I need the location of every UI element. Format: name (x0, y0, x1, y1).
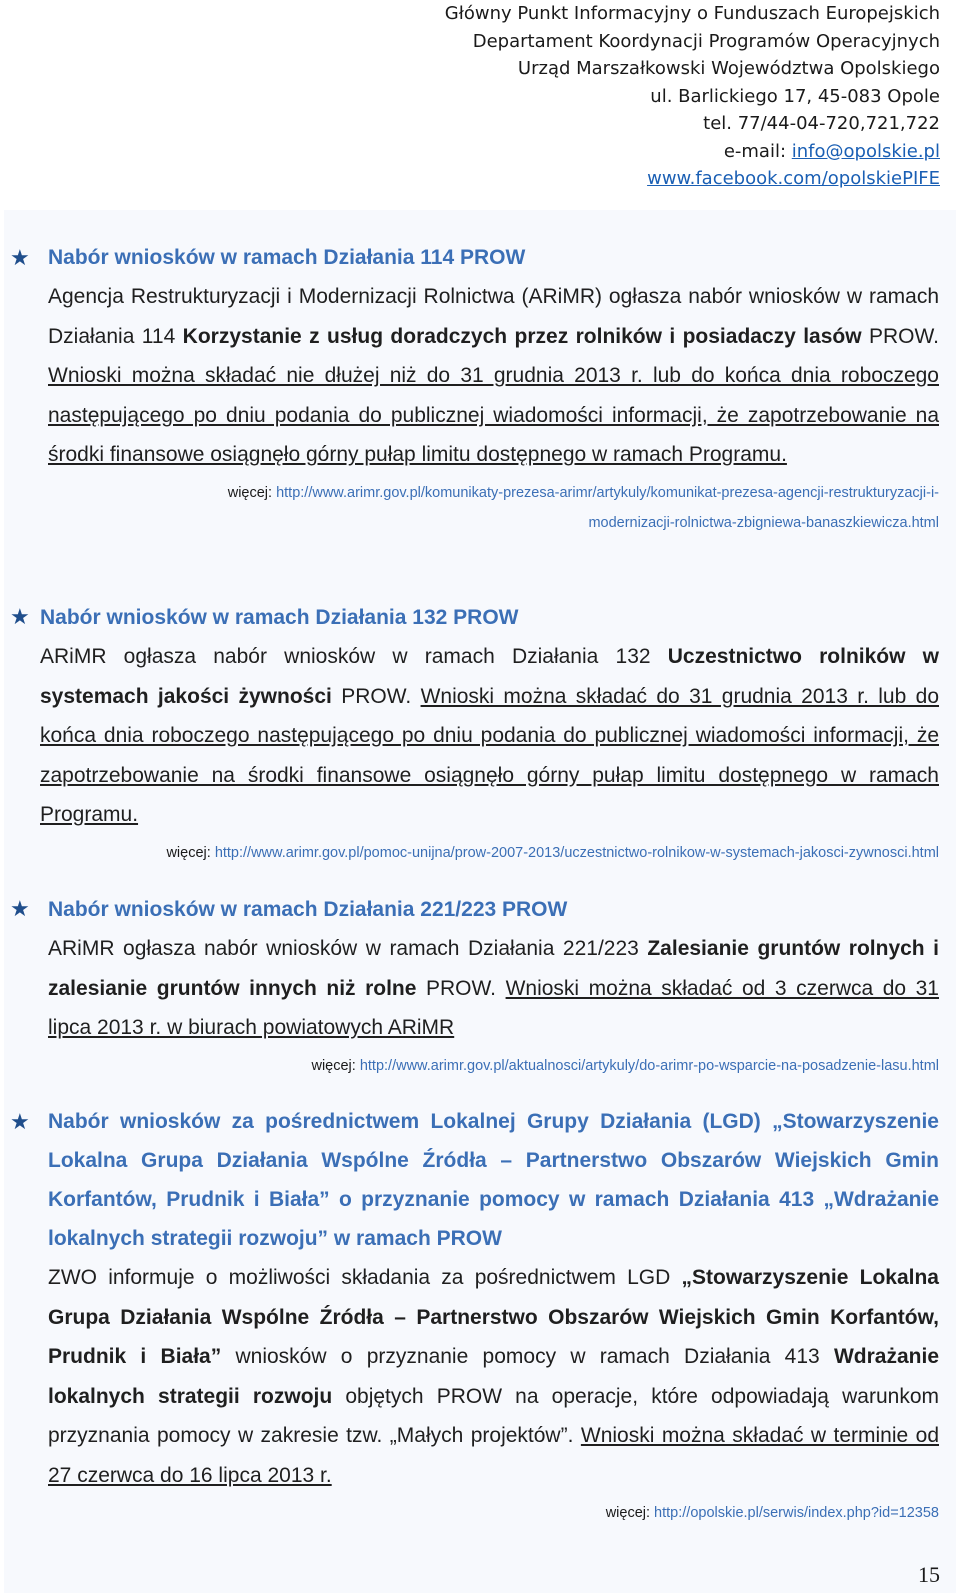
more-label: więcej: (227, 484, 277, 501)
section-content (40, 598, 939, 869)
email-link[interactable]: info@opolskie.pl (791, 140, 940, 162)
deadline-text: Wnioski można składać do 31 grudnia 2013 r. lub do końca dnia roboczego następującego po dniu podania do publicznej wiadomości informacji, że zapotrzebowanie na środki finansowe osiągnęło górny pułap limitu dostępnego w ramach Programu. (40, 684, 939, 826)
section-content (48, 890, 939, 1082)
more-label: więcej: (605, 1505, 655, 1521)
header-facebook-line (380, 165, 940, 193)
section-title: Nabór wniosków w ramach Działania 221/223 PROW (48, 898, 568, 921)
section-body: Agencja Restrukturyzacji i Modernizacji Rolnictwa (ARiMR) ogłasza nabór wniosków w ramach Działania 114 Korzystanie z usług doradczych przez rolników i posiadaczy lasów PROW. Wnioski można składać nie dłużej niż do 31 grudnia 2013 r. lub do końca dnia roboczego następującego po dniu podania do publicznej wiadomości informacji, że zapotrzebowanie na środki finansowe osiągnęło górny pułap limitu dostępnego w ramach Programu. (48, 285, 939, 466)
more-info-line (48, 1497, 939, 1529)
section-content (48, 238, 939, 537)
star-bullet-icon: ★ (10, 896, 30, 921)
more-info-line-2 (48, 509, 939, 537)
section-body: ZWO informuje o możliwości składania za pośrednictwem LGD „Stowarzyszenie Lokalna Grupa Działania Wspólne Źródła – Partnerstwo Obszarów Wiejskich Gmin Korfantów, Prudnik i Biała” wniosków o przyznanie pomocy w ramach Działania 413 Wdrażanie lokalnych strategii rozwoju objętych PROW na operacje, które odpowiadają warunkom przyznania pomocy w zakresie tzw. „Małych projektów”. Wnioski można składać w terminie od 27 czerwca do 16 lipca 2013 r. (48, 1266, 940, 1487)
more-info-line (48, 1050, 939, 1082)
email-label: e-mail: (723, 140, 792, 162)
more-info-link[interactable]: http://www.arimr.gov.pl/aktualnosci/artykuly/do-arimr-po-wsparcie-na-posadzenie-lasu.html (359, 1057, 939, 1074)
section-title: Nabór wniosków w ramach Działania 132 PROW (40, 606, 519, 629)
facebook-link[interactable]: www.facebook.com/opolskiePIFE (647, 168, 940, 189)
more-info-line (48, 477, 939, 509)
header-email-line (380, 138, 940, 166)
deadline-text: Wnioski można składać od 3 czerwca do 31 lipca 2013 r. w biurach powiatowych ARiMR (48, 976, 939, 1039)
deadline-text: Wnioski można składać w terminie od 27 czerwca do 16 lipca 2013 r. (48, 1424, 939, 1487)
action-name: Zalesianie gruntów rolnych i zalesianie gruntów innych niż rolne (48, 937, 939, 1000)
action-name: Korzystanie z usług doradczych przez rolników i posiadaczy lasów (182, 324, 862, 348)
more-info-line (40, 837, 939, 869)
action-name: Wdrażanie lokalnych strategii rozwoju (48, 1345, 940, 1408)
star-bullet-icon: ★ (10, 245, 30, 270)
section-body: ARiMR ogłasza nabór wniosków w ramach Działania 132 Uczestnictwo rolników w systemach jakości żywności PROW. Wnioski można składać do 31 grudnia 2013 r. lub do końca dnia roboczego następującego po dniu podania do publicznej wiadomości informacji, że zapotrzebowanie na środki finansowe osiągnęło górny pułap limitu dostępnego w ramach Programu. (40, 645, 939, 826)
more-label: więcej: (311, 1057, 360, 1074)
section-title: Nabór wniosków w ramach Działania 114 PROW (48, 246, 526, 269)
header-line: tel. 77/44-04-720,721,722 (703, 113, 940, 134)
lgd-name: „Stowarzyszenie Lokalna Grupa Działania Wspólne Źródła – Partnerstwo Obszarów Wiejskich Gmin Korfantów, Prudnik i Biała” (48, 1266, 939, 1368)
more-info-link[interactable]: http://opolskie.pl/serwis/index.php?id=12358 (654, 1505, 939, 1521)
header-line: Główny Punkt Informacyjny o Funduszach Europejskich (444, 3, 940, 24)
more-info-link[interactable]: http://www.arimr.gov.pl/komunikaty-prezesa-arimr/artykuly/komunikat-prezesa-agencji-restrukturyzacji-i- (276, 484, 939, 501)
page-number: 15 (918, 1562, 940, 1587)
more-info-link-continued[interactable]: modernizacji-rolnictwa-zbigniewa-banaszkiewicza.html (588, 514, 939, 531)
section-body: ARiMR ogłasza nabór wniosków w ramach Działania 221/223 Zalesianie gruntów rolnych i zalesianie gruntów innych niż rolne PROW. Wnioski można składać od 3 czerwca do 31 lipca 2013 r. w biurach powiatowych ARiMR (48, 937, 939, 1039)
section-title: Nabór wniosków za pośrednictwem Lokalnej Grupy Działania (LGD) „Stowarzyszenie Lokalna Grupa Działania Wspólne Źródła – Partnerstwo Obszarów Wiejskich Gmin Korfantów, Prudnik i Biała” o przyznanie pomocy w ramach Działania 413 „Wdrażanie lokalnych strategii rozwoju” w ramach PROW (48, 1110, 939, 1250)
contact-header (380, 0, 940, 193)
star-bullet-icon: ★ (10, 604, 30, 629)
header-line: Departament Koordynacji Programów Operacyjnych (472, 30, 940, 52)
action-name: Uczestnictwo rolników w systemach jakości żywności (40, 645, 939, 708)
deadline-text: Wnioski można składać nie dłużej niż do 31 grudnia 2013 r. lub do końca dnia roboczego następującego po dniu podania do publicznej wiadomości informacji, że zapotrzebowanie na środki finansowe osiągnęło górny pułap limitu dostępnego w ramach Programu. (48, 364, 939, 466)
section-content (48, 1102, 939, 1529)
more-label: więcej: (166, 844, 215, 861)
star-bullet-icon: ★ (10, 1109, 30, 1134)
header-line: Urząd Marszałkowski Województwa Opolskiego (517, 58, 940, 79)
more-info-link[interactable]: http://www.arimr.gov.pl/pomoc-unijna/prow-2007-2013/uczestnictwo-rolnikow-w-systemach-jakosci-zywnosci.html (214, 844, 939, 861)
header-line: ul. Barlickiego 17, 45-083 Opole (650, 85, 940, 107)
